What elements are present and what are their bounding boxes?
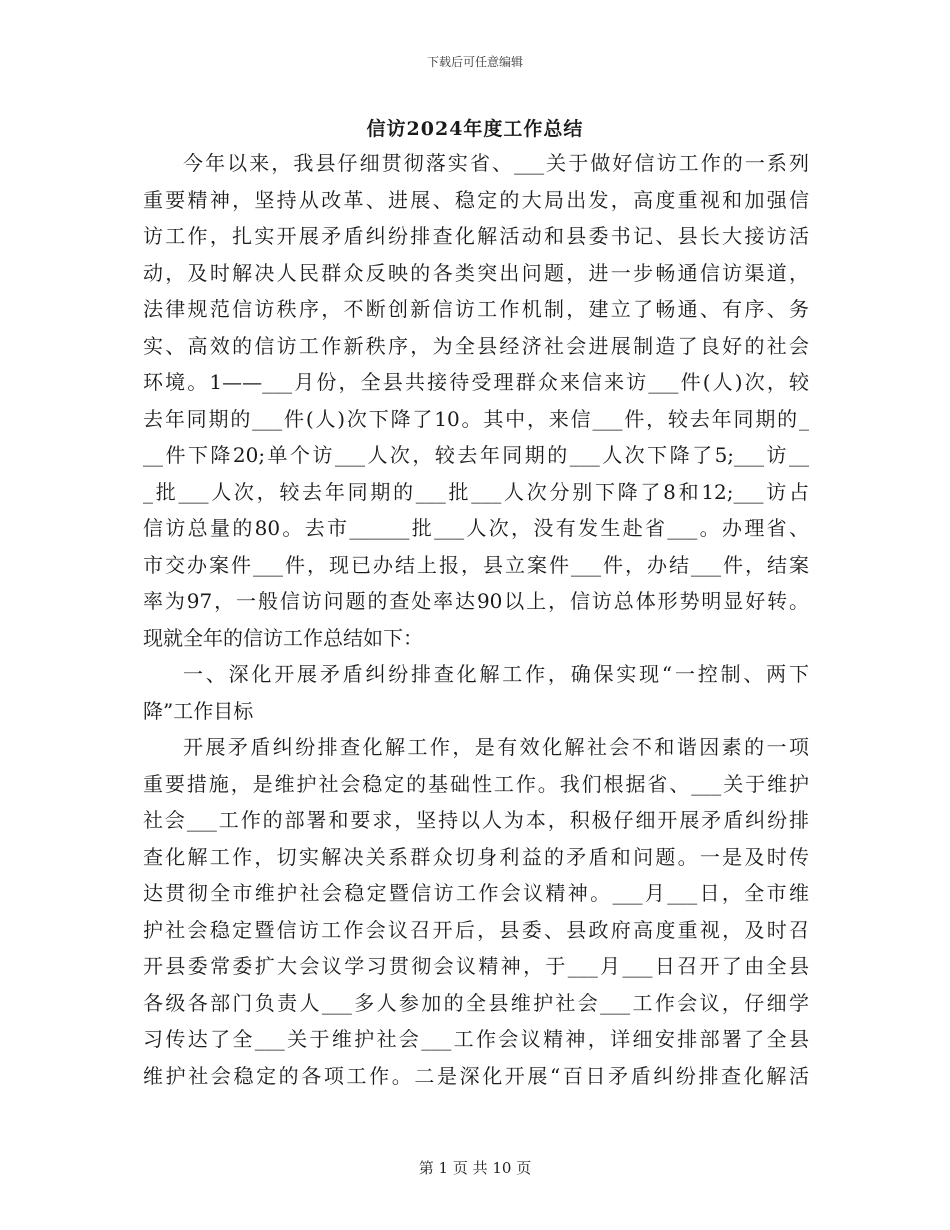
body-line: 降”工作目标 <box>143 698 254 723</box>
header-note: 下载后可任意编辑 <box>426 55 523 69</box>
body-line: __件下降20;单个访___人次，较去年同期的___人次下降了5;___访__ <box>143 443 809 467</box>
body-line: 一、深化开展矛盾纠纷排查化解工作，确保实现“一控制、两下 <box>183 662 809 686</box>
body-line: 去年同期的___件(人)次下降了10。其中，来信___件，较去年同期的_ <box>143 406 809 431</box>
body-line: 环境。1——___月份，全县共接待受理群众来信来访___件(人)次，较 <box>143 370 809 394</box>
body-line: _批___人次，较去年同期的___批___人次分别下降了8和12;___访占 <box>143 479 809 504</box>
body-line: 重要精神，坚持从改革、进展、稳定的大局出发，高度重视和加强信 <box>143 187 809 212</box>
body-line: 重要措施，是维护社会稳定的基础性工作。我们根据省、___关于维护 <box>143 771 809 796</box>
body-line: 市交办案件___件，现已办结上报，县立案件___件，办结___件，结案 <box>143 552 809 577</box>
body-line: 习传达了全___关于维护社会___工作会议精神，详细安排部署了全县 <box>143 1027 809 1051</box>
page-footer: 第 1 页 共 10 页 <box>418 1159 532 1177</box>
body-line: 社会___工作的部署和要求，坚持以人为本，积极仔细开展矛盾纠纷排 <box>143 808 809 832</box>
body-line: 法律规范信访秩序，不断创新信访工作机制，建立了畅通、有序、务 <box>143 297 809 321</box>
body-line: 各级各部门负责人___多人参加的全县维护社会___工作会议，仔细学 <box>143 990 809 1015</box>
document-title: 信访2024年度工作总结 <box>366 118 584 140</box>
body-line: 信访总量的80。去市______批___人次，没有发生赴省___。办理省、 <box>143 516 809 540</box>
body-line: 动，及时解决人民群众反映的各类突出问题，进一步畅通信访渠道， <box>143 260 809 285</box>
body-line: 今年以来，我县仔细贯彻落实省、___关于做好信访工作的一系列 <box>183 151 809 175</box>
body-line: 开展矛盾纠纷排查化解工作，是有效化解社会不和谐因素的一项 <box>183 735 809 759</box>
body-line: 现就全年的信访工作总结如下： <box>143 625 423 650</box>
body-line: 达贯彻全市维护社会稳定暨信访工作会议精神。___月___日，全市维 <box>143 881 809 905</box>
body-line: 维护社会稳定的各项工作。二是深化开展“百日矛盾纠纷排查化解活 <box>143 1063 809 1088</box>
document-body <box>143 145 809 1094</box>
body-line: 实、高效的信访工作新秩序，为全县经济社会进展制造了良好的社会 <box>143 333 809 358</box>
body-line: 开县委常委扩大会议学习贯彻会议精神，于___月___日召开了由全县 <box>143 954 809 978</box>
body-line: 护社会稳定暨信访工作会议召开后，县委、县政府高度重视，及时召 <box>143 917 809 942</box>
body-line: 率为97，一般信访问题的查处率达90以上，信访总体形势明显好转。 <box>143 589 809 613</box>
body-line: 查化解工作，切实解决关系群众切身利益的矛盾和问题。一是及时传 <box>143 844 809 869</box>
body-line: 访工作，扎实开展矛盾纠纷排查化解活动和县委书记、县长大接访活 <box>143 224 809 248</box>
